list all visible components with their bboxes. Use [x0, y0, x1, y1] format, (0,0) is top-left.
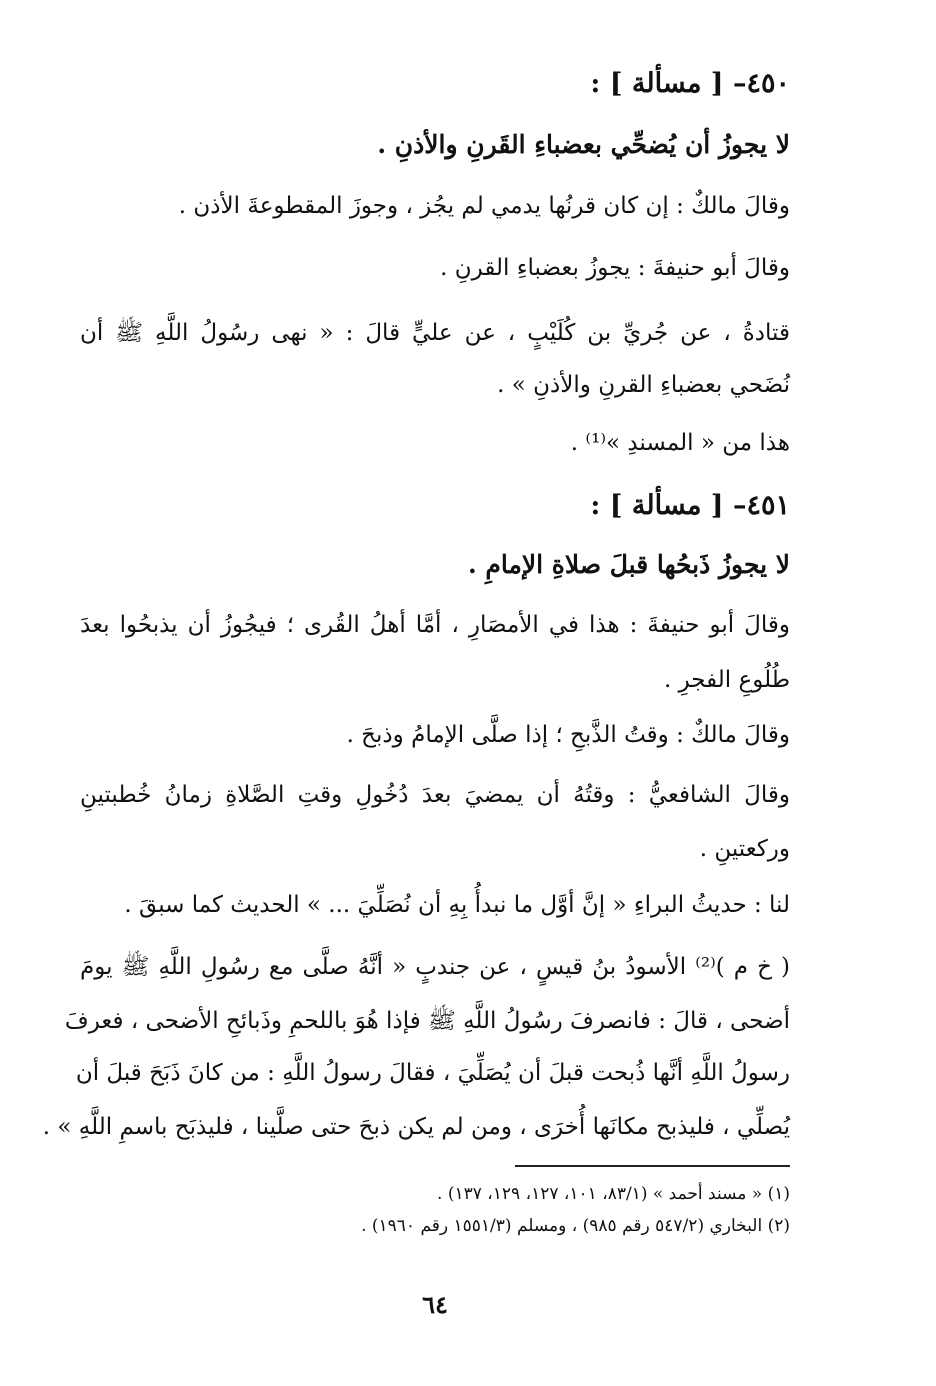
- issue-statement: لا يجوزُ أن يُضحِّي بعضباءِ القَرنِ والأذنِ .: [377, 130, 790, 159]
- text-line: نُضَحي بعضباءِ القرنِ والأذنِ » .: [497, 372, 790, 398]
- text-line: لنا : حديثُ البراءِ « إنَّ أوَّل ما نبدأُ بِهِ أن نُصَلِّيَ ... » الحديث كما سبقَ .: [124, 892, 790, 918]
- text-line: طُلُوعِ الفجرِ .: [663, 667, 790, 693]
- footnote-1: (١) « مسند أحمد » (٨٣/١، ١٠١، ١٢٧، ١٢٩، ١٣٧) .: [437, 1184, 790, 1204]
- text-line: هذا من « المسندِ »⁽¹⁾ .: [570, 430, 790, 456]
- text-line: ( خ م )⁽²⁾ الأسودُ بنُ قيسٍ ، عن جندبٍ « أنَّهُ صلَّى مع رسُولِ اللَّهِ ﷺ يومَ: [80, 954, 790, 980]
- text-line: وقالَ الشافعيُّ : وقتُهُ أن يمضيَ بعدَ دُخُولِ وقتِ الصَّلاةِ زمانُ خُطبتينِ: [80, 782, 790, 808]
- text-line: وقالَ أبو حنيفةَ : هذا في الأمصَارِ ، أمَّا أهلُ القُرى ؛ فيجُوزُ أن يذبحُوا بعدَ: [80, 612, 790, 638]
- footnote-2: (٢) البخاري (٥٤٧/٢ رقم ٩٨٥) ، ومسلم (١٥٥١/٣ رقم ١٩٦٠) .: [361, 1216, 790, 1236]
- text-line: وركعتينِ .: [699, 836, 790, 862]
- text-line: رسولُ اللَّهِ أنَّها ذُبحت قبلَ أن يُصَلِّيَ ، فقالَ رسولُ اللَّهِ : من كانَ ذَبَحَ قبلَ أن: [75, 1060, 790, 1086]
- text-line: قتادةُ ، عن جُريِّ بن كُلَيْبٍ ، عن عليٍّ قالَ : « نهى رسُولُ اللَّهِ ﷺ أن: [80, 320, 790, 346]
- text-line: وقالَ مالكٌ : إن كان قرنُها يدمي لم يجُز ، وجوزَ المقطوعةَ الأذن .: [178, 193, 790, 219]
- issue-statement: لا يجوزُ ذَبحُها قبلَ صلاةِ الإمامِ .: [468, 550, 790, 579]
- text-line: وقالَ مالكٌ : وقتُ الذَّبحِ ؛ إذا صلَّى الإمامُ وذبحَ .: [346, 722, 790, 748]
- text-line: أضحى ، قالَ : فانصرفَ رسُولُ اللَّهِ ﷺ فإذا هُوَ باللحمِ وذَبائحِ الأضحى ، فعرفَ: [64, 1008, 790, 1034]
- book-page: [42, 50, 790, 1350]
- text-line: وقالَ أبو حنيفةَ : يجوزُ بعضباءِ القرنِ .: [440, 255, 790, 281]
- text-line: يُصلِّي ، فليذبح مكانَها أُخرَى ، ومن لم يكن ذبحَ حتى صلَّينا ، فليذبَح باسمِ اللَّهِ » .: [42, 1114, 790, 1140]
- footnote-separator: [515, 1165, 790, 1167]
- page-number: ٦٤: [422, 1290, 448, 1319]
- issue-heading-451: ٤٥١– [ مسألة ] :: [590, 490, 790, 521]
- issue-heading-450: ٤٥٠– [ مسألة ] :: [590, 68, 790, 99]
